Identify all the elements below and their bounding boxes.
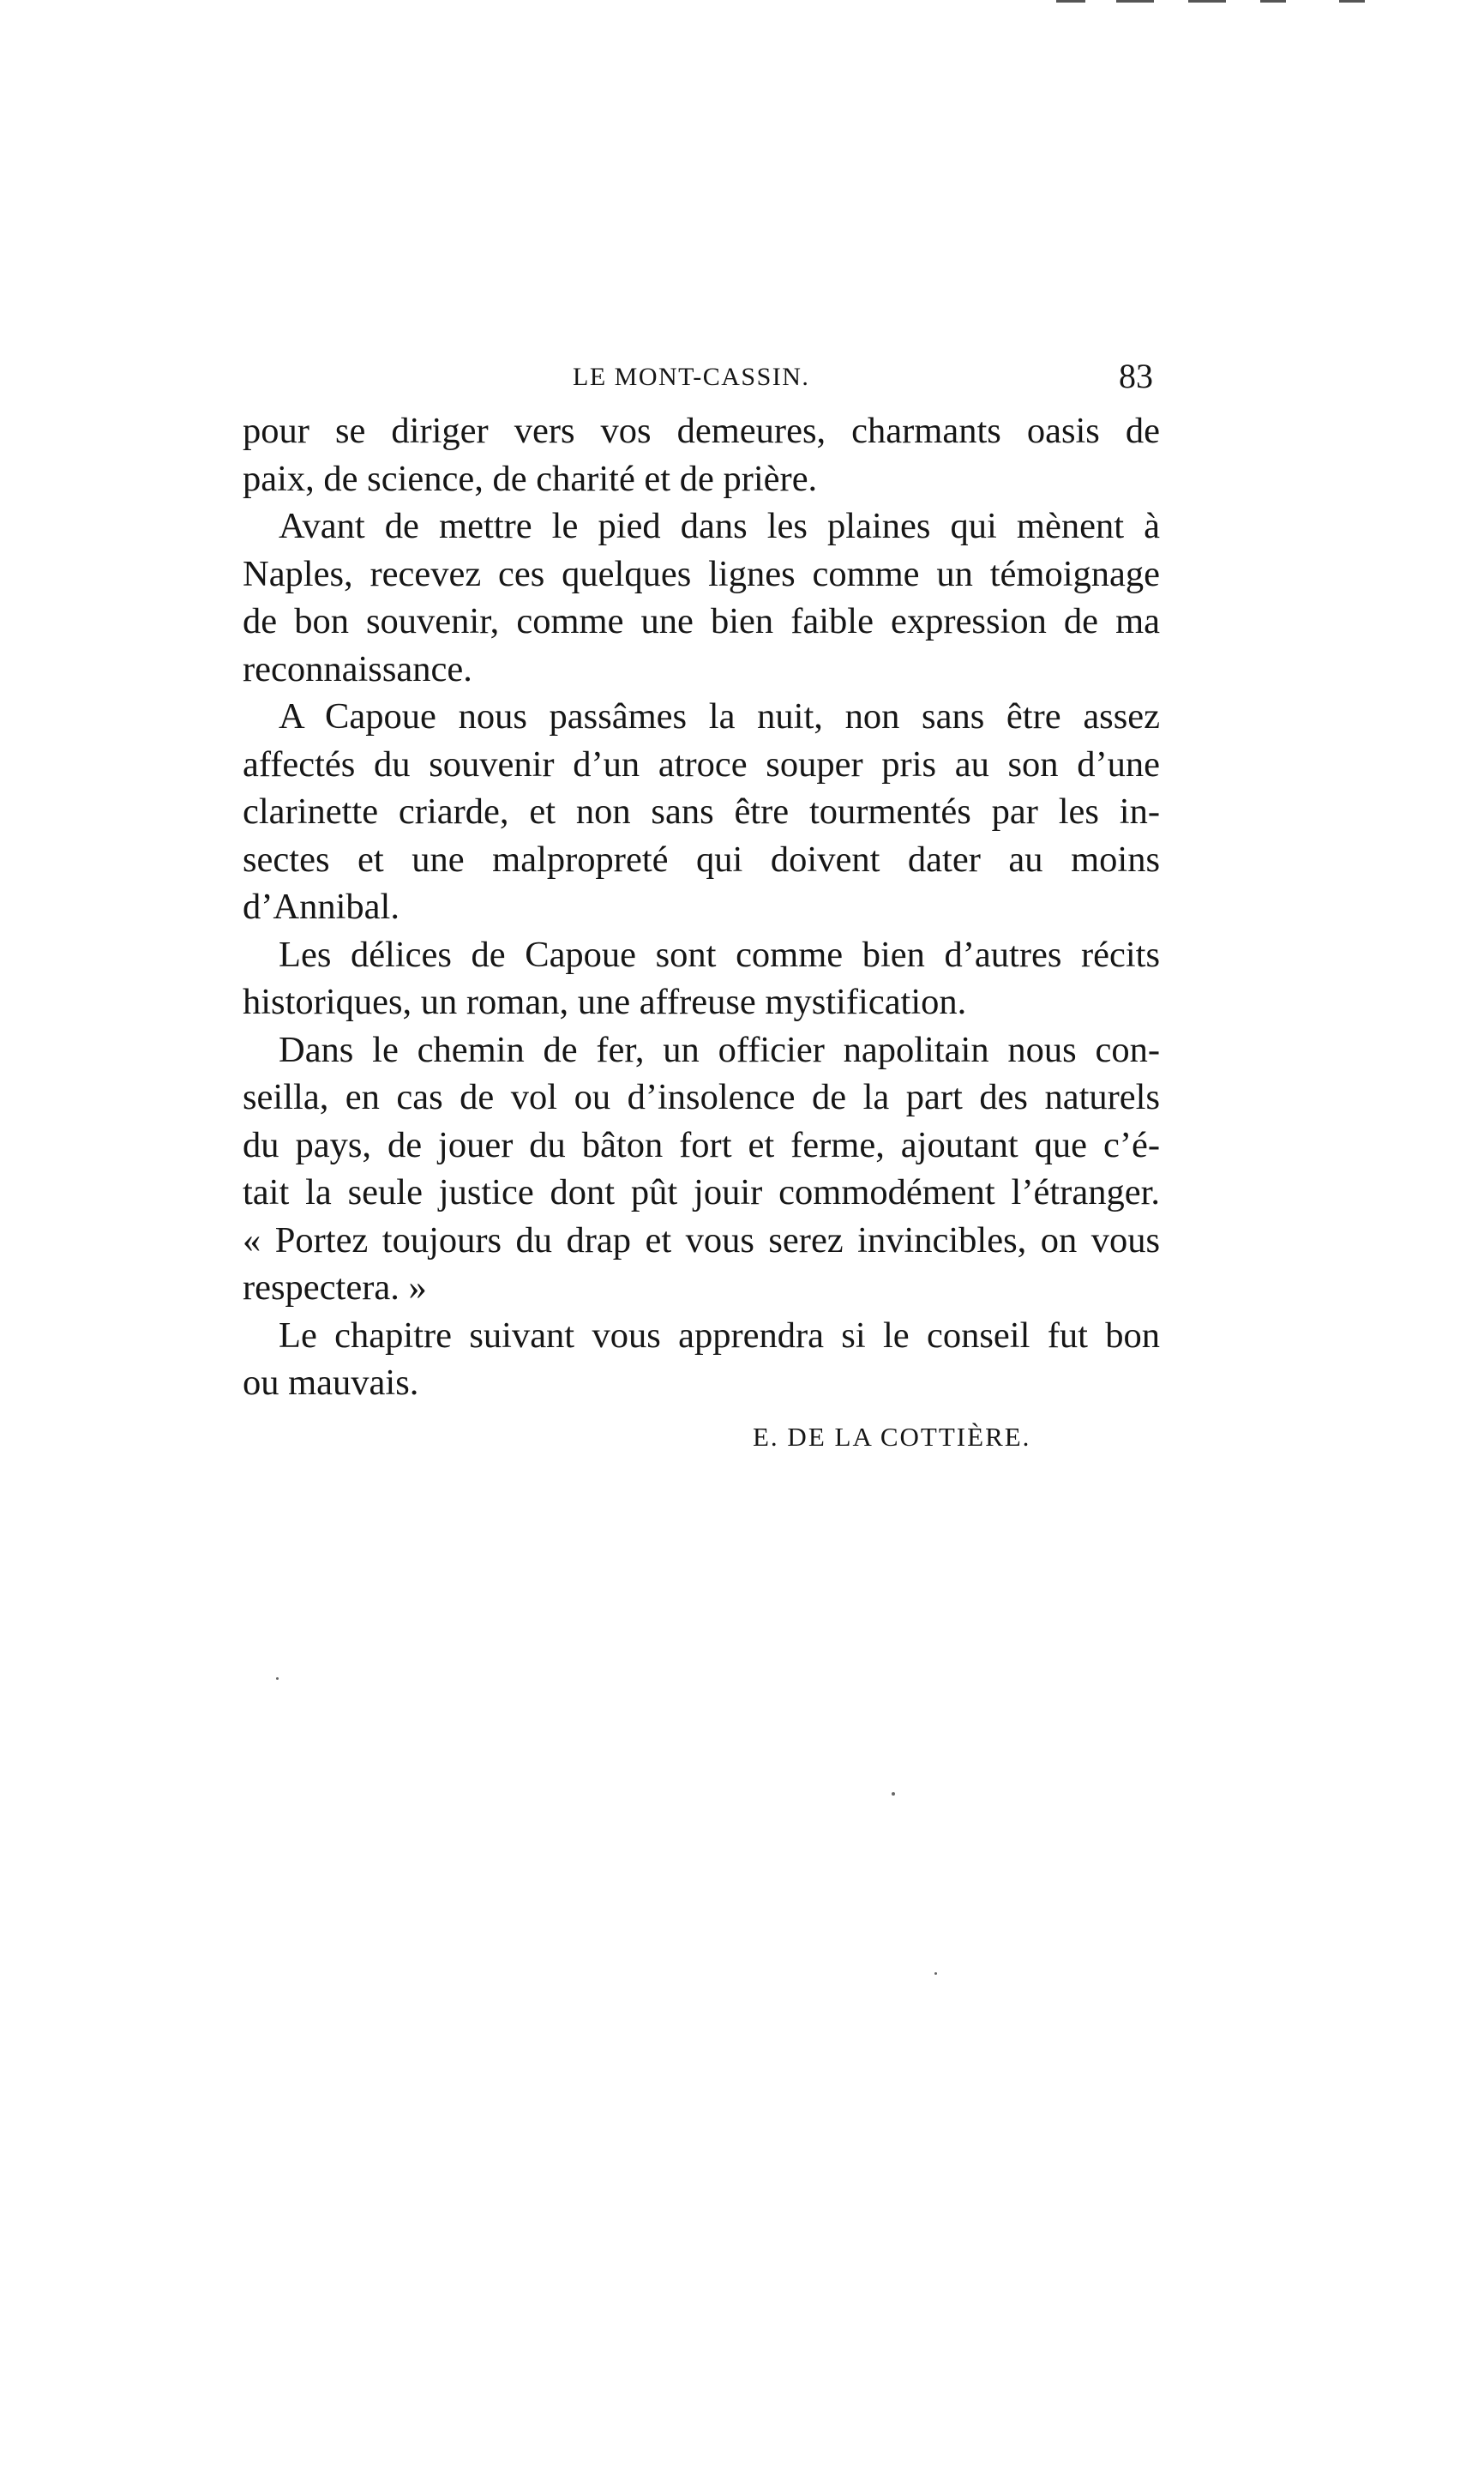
paragraph	[243, 1026, 1160, 1312]
text-line: d’Annibal.	[243, 887, 400, 927]
text-line: de bon souvenir, comme une bien faible expression de ma	[243, 601, 1160, 641]
scan-edge-mark	[1056, 0, 1085, 3]
text-line: « Portez toujours du drap et vous serez invincibles, on vous	[243, 1219, 1160, 1261]
text-line: seilla, en cas de vol ou d’insolence de la part des naturels	[243, 1077, 1160, 1117]
paragraph	[243, 693, 1160, 931]
text-line: Dans le chemin de fer, un officier napolitain nous con-	[279, 1029, 1160, 1070]
text-line: du pays, de jouer du bâton fort et ferme, ajoutant que c’é-	[243, 1124, 1160, 1165]
text-line: Les délices de Capoue sont comme bien d’autres récits	[279, 934, 1160, 975]
text-line: historiques, un roman, une affreuse mystification.	[243, 982, 967, 1022]
text-line: ou mauvais.	[243, 1363, 419, 1403]
paragraph	[243, 1312, 1160, 1407]
scan-edge-mark	[1260, 0, 1286, 3]
page-number: 83	[1119, 357, 1153, 395]
text-line: Naples, recevez ces quelques lignes comme un témoignage	[243, 553, 1160, 594]
text-line: Avant de mettre le pied dans les plaines qui mènent à	[279, 506, 1160, 546]
body-text	[243, 407, 1160, 1407]
text-line: reconnaissance.	[243, 648, 472, 689]
running-head	[243, 356, 1160, 399]
paper-speck	[892, 1792, 895, 1796]
scan-edge-mark	[1116, 0, 1154, 3]
text-line: respectera. »	[243, 1267, 427, 1308]
text-line: paix, de science, de charité et de prière.	[243, 458, 818, 499]
paragraph	[243, 407, 1160, 502]
scan-edge-mark	[1188, 0, 1226, 3]
paper-speck	[276, 1677, 279, 1680]
paragraph	[243, 502, 1160, 693]
scan-edge-mark	[1339, 0, 1365, 3]
text-line: clarinette criarde, et non sans être tourmentés par les in-	[243, 791, 1160, 832]
text-line: Le chapitre suivant vous apprendra si le conseil fut bon	[279, 1315, 1160, 1356]
text-line: pour se diriger vers vos demeures, charmants oasis de	[243, 411, 1160, 451]
author-signature: E. DE LA COTTIÈRE.	[753, 1422, 1031, 1452]
paragraph	[243, 931, 1160, 1026]
text-line: tait la seule justice dont pût jouir commodément l’étranger.	[243, 1172, 1160, 1212]
running-title: LE MONT-CASSIN.	[573, 363, 810, 391]
text-line: affectés du souvenir d’un atroce souper pris au son d’une	[243, 743, 1160, 785]
paper-speck	[934, 1972, 937, 1975]
text-line: sectes et une malpropreté qui doivent dater au moins	[243, 839, 1160, 880]
text-line: A Capoue nous passâmes la nuit, non sans être assez	[279, 696, 1160, 737]
